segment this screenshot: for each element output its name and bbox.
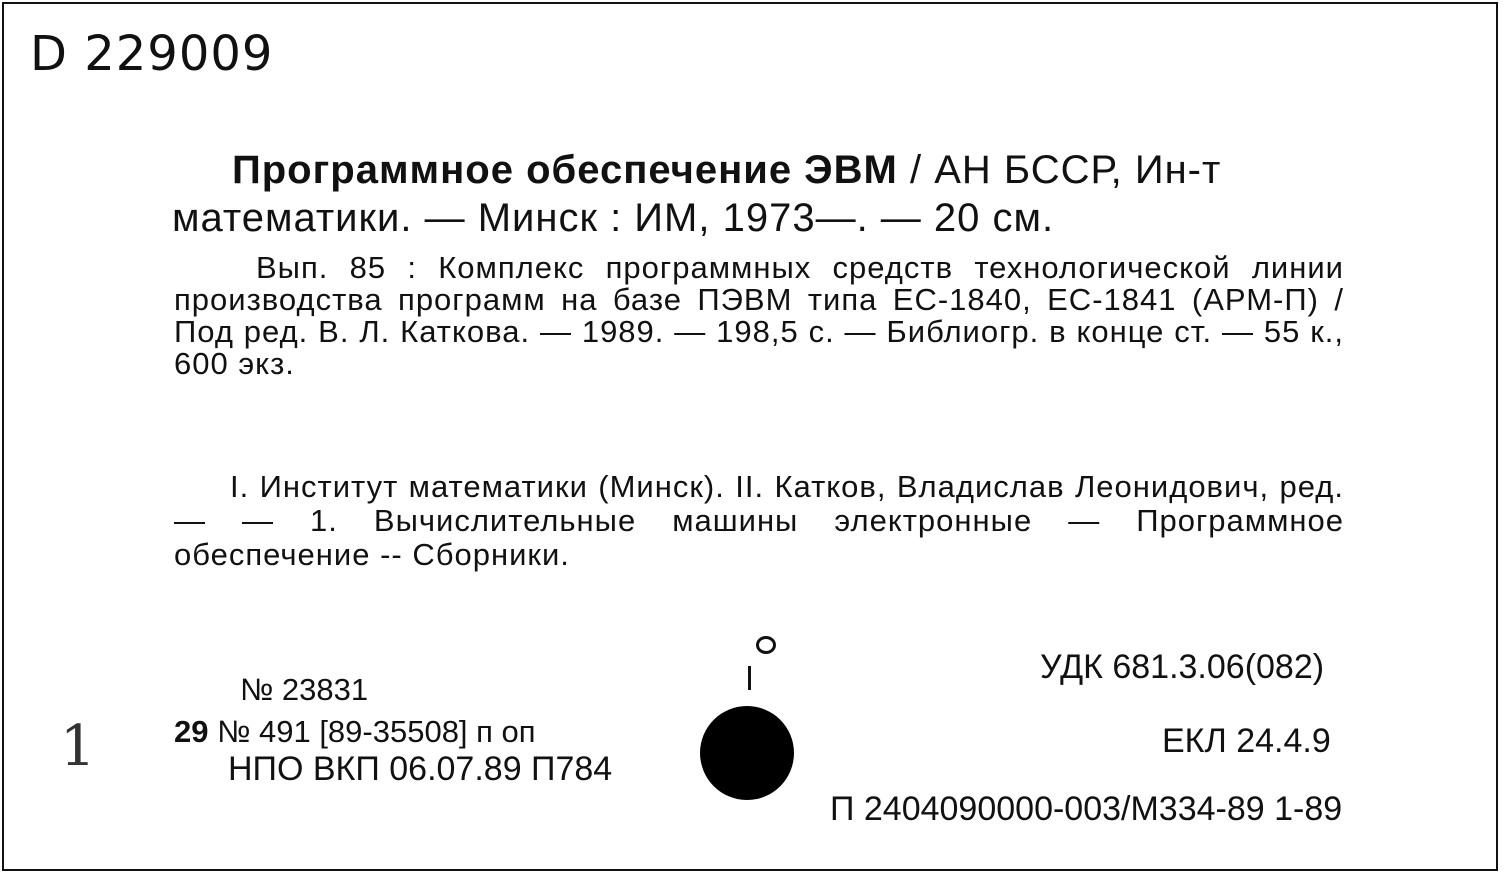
small-circle-mark-icon xyxy=(756,636,776,654)
printing-line: НПО ВКП 06.07.89 П784 xyxy=(228,750,613,788)
issue-description xyxy=(174,252,1344,380)
udk-code: УДК 681.3.06(082) xyxy=(1040,648,1325,686)
ekl-code: ЕКЛ 24.4.9 xyxy=(1162,722,1331,760)
inventory-number: № 23831 xyxy=(240,672,369,707)
call-number: D 229009 xyxy=(30,26,274,82)
main-title: Программное обеспечение ЭВМ xyxy=(232,148,898,192)
issue-description-text: Вып. 85 : Комплекс программных средств технологической линии производства программ на базе ПЭВМ типа ЕС-1840, ЕС-1841 (АРМ-П) / Под ред. В. Л. Каткова. — 1989. — 198,5 с. — Библиогр. в конце ст. — 55 к., 600 экз. xyxy=(174,250,1344,381)
title-line-1 xyxy=(232,148,1221,193)
tick-mark-icon xyxy=(748,666,751,690)
order-rest: № 491 [89-35508] п оп xyxy=(217,714,536,749)
tracings-text: I. Институт математики (Минск). II. Катков, Владислав Леонидович, ред. — — 1. Вычислительные машины электронные — Программное обеспечение -- Сборники. xyxy=(174,469,1344,572)
order-line xyxy=(174,714,536,750)
punch-hole-icon xyxy=(700,706,794,800)
handwritten-mark: 1 xyxy=(60,714,96,779)
tracings xyxy=(174,470,1344,572)
responsibility: / АН БССР, Ин-т xyxy=(909,148,1222,192)
index-code: П 2404090000-003/М334-89 1-89 xyxy=(830,790,1343,828)
order-prefix: 29 xyxy=(174,714,209,749)
title-line-2: математики. — Минск : ИМ, 1973—. — 20 см. xyxy=(172,196,1055,240)
